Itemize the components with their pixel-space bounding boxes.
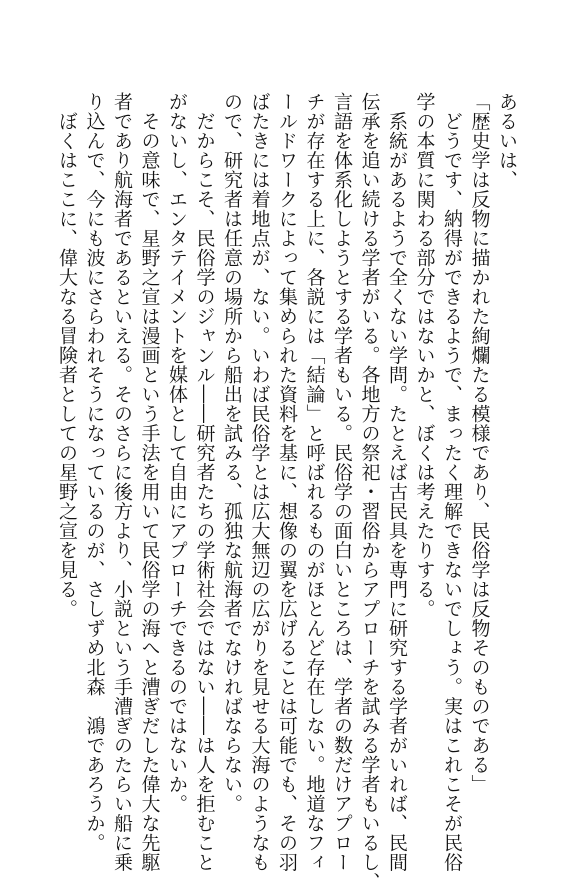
text-line-5: 系統があるようで全くない学問。たとえば古民具を専門に研究する学者がいれば、民間 <box>386 92 408 872</box>
text-line-2: 「歴史学は反物に描かれた絢爛たる模様であり、民俗学は反物そのものである」 <box>468 92 491 794</box>
text-line-17: ぼくはここに、偉大なる冒険者としての星野之宣を見る。 <box>56 92 78 619</box>
text-line-15: 者であり航海者であるといえる。そのさらに後方より、小説という手漕ぎのたらい船に乗 <box>111 92 133 872</box>
text-line-4: 学の本質に関わる部分ではないかと、ぼくは考えたりする。 <box>413 92 436 619</box>
text-line-12: だからこそ、民俗学のジャンル――研究者たちの学術社会ではない――は人を拒むこと <box>193 92 216 872</box>
text-line-1: あるいは、 <box>496 92 518 190</box>
text-line-13: がないし、エンタテイメントを媒体として自由にアプローチできるのではないか。 <box>166 92 188 814</box>
text-line-11: ので、研究者は任意の場所から船出を試みる、孤独な航海者でなければならない。 <box>221 92 243 814</box>
text-line-6: 伝承を追い続ける学者がいる。各地方の祭祀・習俗からアプローチを試みる学者もいるし、 <box>358 92 381 892</box>
vertical-text-body <box>53 92 521 892</box>
text-line-9: ールドワークによって集められた資料を基に、想像の翼を広げることは可能でも、その羽 <box>276 92 298 872</box>
text-line-8: チが存在する上に、各説には「結論」と呼ばれるものがほとんど存在しない。地道なフィ <box>303 92 326 872</box>
text-line-7: 言語を体系化しようとする学者もいる。民俗学の面白いところは、学者の数だけアプロー <box>331 92 353 872</box>
text-line-3: どうです、納得ができるようで、まったく理解できないでしょう。実はこれこそが民俗 <box>441 92 463 872</box>
text-line-16: り込んで、今にも波にさらわれそうになっているのが、さしずめ北森 鴻であろうか。 <box>83 92 106 853</box>
text-line-14: その意味で、星野之宣は漫画という手法を用いて民俗学の海へと漕ぎだした偉大な先駆 <box>138 92 161 872</box>
text-line-10: ばたきには着地点が、ない。いわば民俗学とは広大無辺の広がりを見せる大海のようなも <box>248 92 271 872</box>
